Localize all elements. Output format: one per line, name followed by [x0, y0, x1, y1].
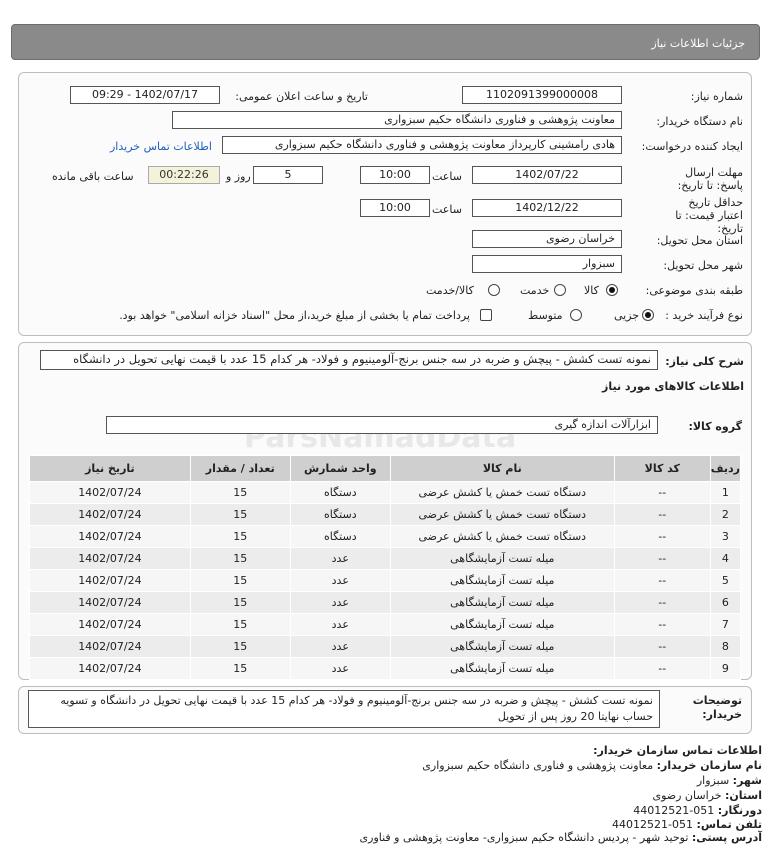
cell-code: -- [614, 636, 710, 658]
cell-date: 1402/07/24 [30, 548, 191, 570]
cell-row: 7 [710, 614, 740, 636]
cell-code: -- [614, 592, 710, 614]
validity-label: حداقل تاریخ اعتبار قیمت: تا تاریخ: [675, 196, 743, 235]
remaining-time-field: 00:22:26 [148, 166, 220, 184]
cell-qty: 15 [190, 658, 290, 680]
cell-unit: عدد [290, 636, 390, 658]
cell-row: 5 [710, 570, 740, 592]
table-row [30, 548, 741, 570]
deadline-time-label: ساعت [432, 170, 462, 183]
cell-code: -- [614, 570, 710, 592]
table-row [30, 636, 741, 658]
need-number-field: 1102091399000008 [462, 86, 622, 104]
cell-date: 1402/07/24 [30, 482, 191, 504]
deadline-label: مهلت ارسال پاسخ: تا تاریخ: [677, 166, 743, 192]
cell-unit: عدد [290, 548, 390, 570]
cell-name: دستگاه تست خمش یا کشش عرضی [390, 482, 614, 504]
province-field: خراسان رضوی [472, 230, 622, 248]
contact-fax [633, 804, 762, 817]
table-row [30, 526, 741, 548]
cell-code: -- [614, 548, 710, 570]
table-row [30, 614, 741, 636]
cell-qty: 15 [190, 570, 290, 592]
category-option-goods: کالا [584, 284, 599, 297]
cell-date: 1402/07/24 [30, 570, 191, 592]
category-option-goods-service: کالا/خدمت [426, 284, 474, 297]
col-code: کد کالا [614, 456, 710, 482]
contact-province-value: خراسان رضوی [652, 789, 722, 802]
contact-fax-label: دورنگار: [717, 804, 762, 817]
table-row [30, 504, 741, 526]
cell-row: 3 [710, 526, 740, 548]
cell-qty: 15 [190, 482, 290, 504]
table-row [30, 592, 741, 614]
cell-unit: عدد [290, 592, 390, 614]
buyer-contact-link[interactable]: اطلاعات تماس خریدار [110, 140, 212, 153]
buyer-label: نام دستگاه خریدار: [656, 115, 743, 128]
announce-field: 1402/07/17 - 09:29 [70, 86, 220, 104]
cell-name: میله تست آزمایشگاهی [390, 614, 614, 636]
announce-label: تاریخ و ساعت اعلان عمومی: [235, 90, 368, 103]
cell-date: 1402/07/24 [30, 658, 191, 680]
goods-group-label: گروه کالا: [688, 420, 742, 433]
cell-unit: عدد [290, 570, 390, 592]
creator-field: هادی رامشینی کارپرداز معاونت پژوهشی و فناوری دانشگاه حکیم سبزواری [222, 136, 622, 154]
category-radio-goods-service[interactable] [488, 284, 500, 296]
goods-table [29, 455, 741, 680]
treasury-payment-note: پرداخت تمام یا بخشی از مبلغ خرید،از محل "اسناد خزانه اسلامی" خواهد بود. [119, 309, 470, 322]
cell-row: 1 [710, 482, 740, 504]
remaining-label: ساعت باقی مانده [52, 170, 134, 183]
category-radio-service[interactable] [554, 284, 566, 296]
goods-section-title: اطلاعات کالاهای مورد نیاز [602, 380, 744, 393]
cell-row: 4 [710, 548, 740, 570]
cell-name: دستگاه تست خمش یا کشش عرضی [390, 504, 614, 526]
contact-phone-value: 051-44012521 [612, 818, 694, 831]
col-unit: واحد شمارش [290, 456, 390, 482]
city-field: سبزوار [472, 255, 622, 273]
creator-label: ایجاد کننده درخواست: [641, 140, 743, 153]
deadline-date-field: 1402/07/22 [472, 166, 622, 184]
validity-time-label: ساعت [432, 203, 462, 216]
process-radio-minor[interactable] [642, 309, 654, 321]
cell-name: میله تست آزمایشگاهی [390, 592, 614, 614]
cell-code: -- [614, 526, 710, 548]
cell-date: 1402/07/24 [30, 526, 191, 548]
cell-unit: دستگاه [290, 482, 390, 504]
process-option-medium: متوسط [528, 309, 563, 322]
category-label: طبقه بندی موضوعی: [645, 284, 743, 297]
table-row [30, 570, 741, 592]
cell-date: 1402/07/24 [30, 592, 191, 614]
category-radio-goods[interactable] [606, 284, 618, 296]
cell-unit: عدد [290, 614, 390, 636]
cell-code: -- [614, 482, 710, 504]
summary-label: شرح کلی نیاز: [665, 355, 744, 368]
contact-org-label: نام سازمان خریدار: [656, 759, 762, 772]
cell-unit: عدد [290, 658, 390, 680]
validity-time-field: 10:00 [360, 199, 430, 217]
page-title: جزئیات اطلاعات نیاز [651, 37, 745, 50]
col-row: ردیف [710, 456, 740, 482]
contact-title: اطلاعات تماس سازمان خریدار: [593, 744, 762, 757]
cell-date: 1402/07/24 [30, 614, 191, 636]
province-label: استان محل تحویل: [656, 234, 743, 247]
contact-province [652, 789, 762, 802]
contact-city-value: سبزوار [696, 774, 730, 787]
goods-group-field: ابزارآلات اندازه گیری [106, 416, 658, 434]
col-date: تاریخ نیاز [30, 456, 191, 482]
table-row [30, 658, 741, 680]
need-number-label: شماره نیاز: [690, 90, 743, 103]
cell-name: میله تست آزمایشگاهی [390, 570, 614, 592]
contact-phone-label: تلفن تماس: [696, 818, 762, 831]
cell-row: 9 [710, 658, 740, 680]
days-field: 5 [253, 166, 323, 184]
cell-name: میله تست آزمایشگاهی [390, 658, 614, 680]
contact-address [360, 831, 762, 844]
process-option-minor: جزیی [614, 309, 640, 322]
process-radio-medium[interactable] [570, 309, 582, 321]
cell-code: -- [614, 504, 710, 526]
goods-table-header [30, 456, 741, 482]
deadline-time-field: 10:00 [360, 166, 430, 184]
city-label: شهر محل تحویل: [663, 259, 743, 272]
category-option-service: خدمت [520, 284, 550, 297]
cell-date: 1402/07/24 [30, 504, 191, 526]
cell-code: -- [614, 658, 710, 680]
cell-qty: 15 [190, 636, 290, 658]
contact-province-label: استان: [725, 789, 762, 802]
contact-org-value: معاونت پژوهشی و فناوری دانشگاه حکیم سبزواری [422, 759, 654, 772]
notes-label: توضیحات خریدار: [692, 694, 742, 721]
contact-city-label: شهر: [732, 774, 762, 787]
page-header [11, 24, 760, 60]
contact-address-value: توحید شهر - پردیس دانشگاه حکیم سبزواری- معاونت پژوهشی و فناوری [359, 831, 689, 844]
cell-qty: 15 [190, 526, 290, 548]
cell-row: 2 [710, 504, 740, 526]
treasury-payment-checkbox[interactable] [480, 309, 492, 321]
cell-unit: دستگاه [290, 504, 390, 526]
cell-unit: دستگاه [290, 526, 390, 548]
contact-city [697, 774, 762, 787]
contact-org [422, 759, 762, 772]
notes-field: نمونه تست کشش - پیچش و ضربه در سه جنس برنج-آلومینیوم و فولاد- هر کدام 15 عدد با قیمت نهایی تحویل در دانشگاه و تسویه حساب نهایتا 20 روز پس از تحویل [28, 690, 660, 728]
table-row [30, 482, 741, 504]
buyer-field: معاونت پژوهشی و فناوری دانشگاه حکیم سبزواری [172, 111, 622, 129]
validity-date-field: 1402/12/22 [472, 199, 622, 217]
cell-qty: 15 [190, 614, 290, 636]
contact-fax-value: 051-44012521 [633, 804, 715, 817]
col-name: نام کالا [390, 456, 614, 482]
cell-name: میله تست آزمایشگاهی [390, 548, 614, 570]
cell-date: 1402/07/24 [30, 636, 191, 658]
contact-phone [612, 818, 762, 831]
cell-name: دستگاه تست خمش یا کشش عرضی [390, 526, 614, 548]
contact-address-label: آدرس پستی: [691, 831, 762, 844]
process-label: نوع فرآیند خرید : [665, 309, 743, 322]
summary-field: نمونه تست کشش - پیچش و ضربه در سه جنس برنج-آلومینیوم و فولاد- هر کدام 15 عدد با قیمت نهایی تحویل در دانشگاه [40, 350, 658, 370]
cell-qty: 15 [190, 504, 290, 526]
col-qty: تعداد / مقدار [190, 456, 290, 482]
cell-row: 6 [710, 592, 740, 614]
cell-qty: 15 [190, 548, 290, 570]
cell-row: 8 [710, 636, 740, 658]
cell-name: میله تست آزمایشگاهی [390, 636, 614, 658]
cell-qty: 15 [190, 592, 290, 614]
cell-code: -- [614, 614, 710, 636]
days-label: روز و [226, 170, 251, 183]
